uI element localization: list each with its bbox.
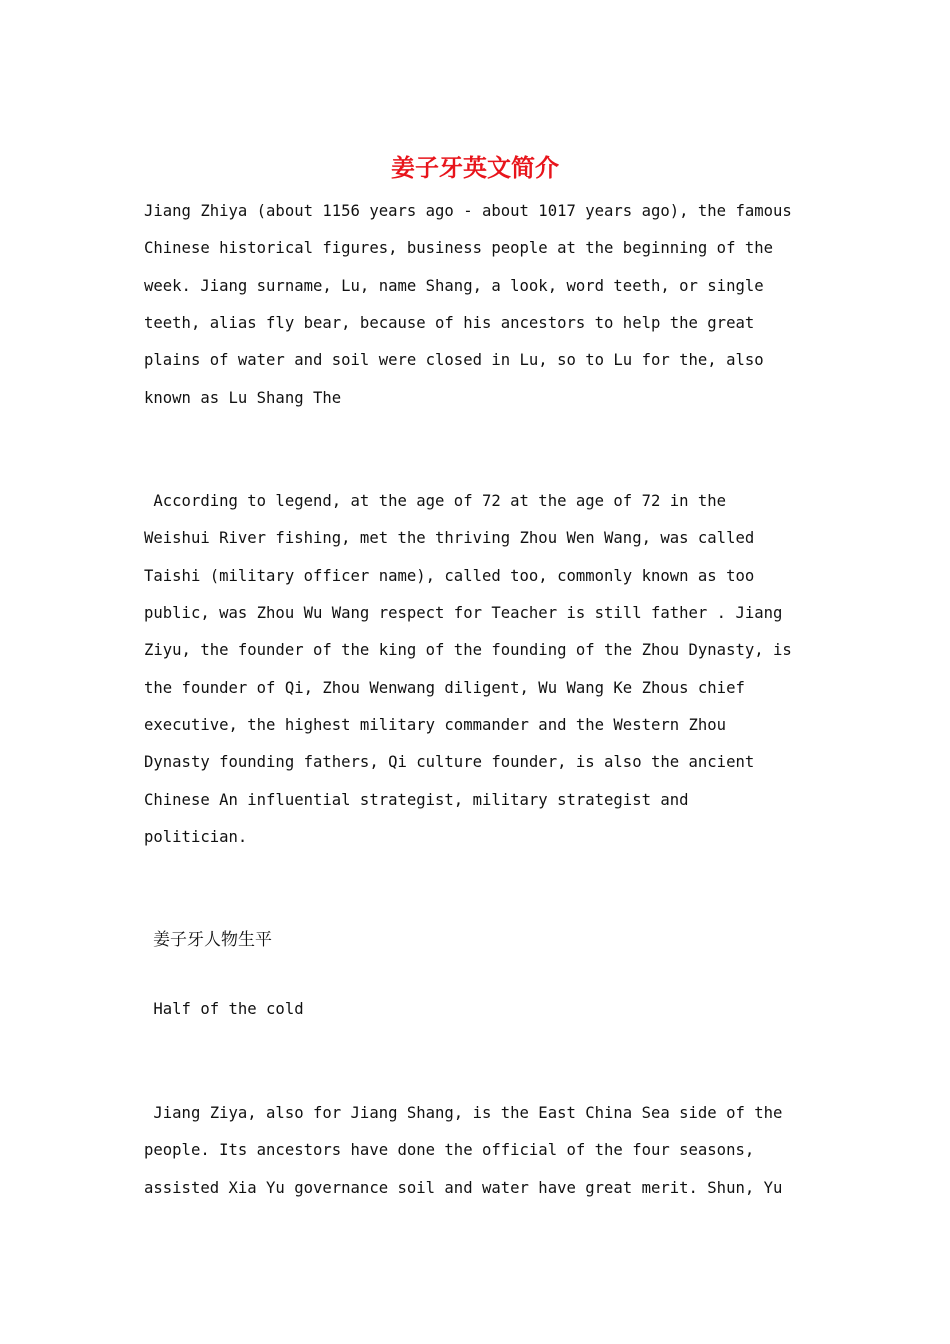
subheading: Half of the cold	[144, 1000, 304, 1018]
paragraph-3-line-3: assisted Xia Yu governance soil and water have great merit. Shun, Yu	[144, 1179, 783, 1197]
paragraph-3-line-2: people. Its ancestors have done the official of the four seasons,	[144, 1141, 755, 1159]
paragraph-2-line-7: executive, the highest military commander and the Western Zhou	[144, 716, 727, 734]
paragraph-2-line-4: public, was Zhou Wu Wang respect for Teacher is still father . Jiang	[144, 604, 783, 622]
paragraph-2-line-5: Ziyu, the founder of the king of the founding of the Zhou Dynasty, is	[144, 641, 792, 659]
paragraph-2-line-9: Chinese An influential strategist, military strategist and	[144, 791, 689, 809]
paragraph-1-line-4: teeth, alias fly bear, because of his ancestors to help the great	[144, 314, 755, 332]
paragraph-1-line-3: week. Jiang surname, Lu, name Shang, a look, word teeth, or single	[144, 277, 764, 295]
paragraph-1-line-5: plains of water and soil were closed in Lu, so to Lu for the, also	[144, 351, 764, 369]
paragraph-2-line-8: Dynasty founding fathers, Qi culture founder, is also the ancient	[144, 753, 755, 771]
paragraph-2-line-3: Taishi (military officer name), called too, commonly known as too	[144, 567, 755, 585]
paragraph-2-line-1: According to legend, at the age of 72 at the age of 72 in the	[144, 492, 727, 510]
paragraph-3-line-1: Jiang Ziya, also for Jiang Shang, is the East China Sea side of the	[144, 1104, 783, 1122]
paragraph-2-line-10: politician.	[144, 828, 248, 846]
paragraph-1-line-6: known as Lu Shang The	[144, 389, 342, 407]
paragraph-2-line-2: Weishui River fishing, met the thriving Zhou Wen Wang, was called	[144, 529, 755, 547]
section-heading: 姜子牙人物生平	[153, 930, 272, 950]
paragraph-1-line-2: Chinese historical figures, business people at the beginning of the	[144, 239, 774, 257]
paragraph-1-line-1: Jiang Zhiya (about 1156 years ago - about 1017 years ago), the famous	[144, 202, 792, 220]
document-title: 姜子牙英文简介	[391, 153, 559, 182]
paragraph-2-line-6: the founder of Qi, Zhou Wenwang diligent, Wu Wang Ke Zhous chief	[144, 679, 745, 697]
